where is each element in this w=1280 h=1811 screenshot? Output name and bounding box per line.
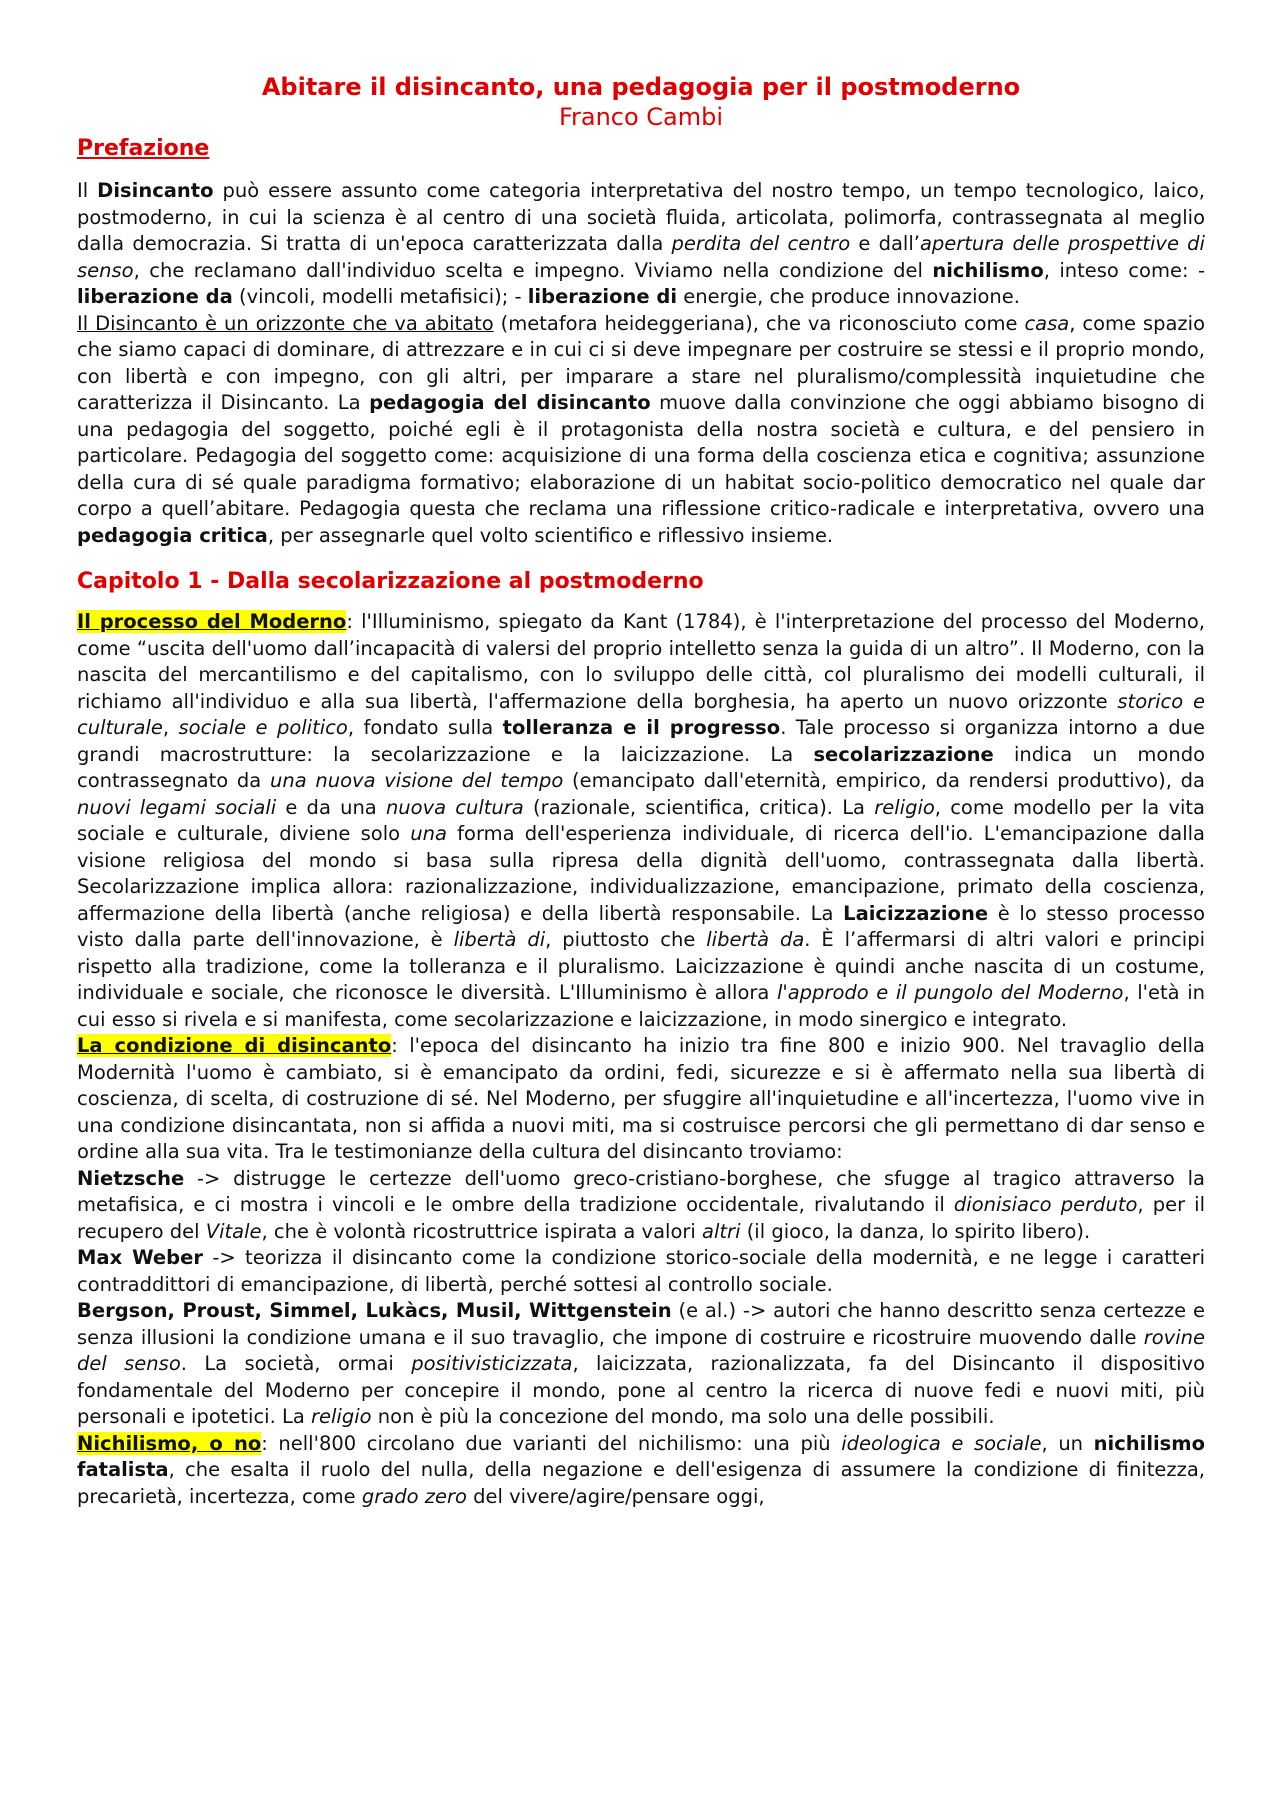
paragraph-processo-moderno: Il processo del Moderno: l'Illuminismo, spiegato da Kant (1784), è l'interpretazione del processo del Moderno, come “uscita dell'uomo dall’incapacità di valersi del proprio intelletto senza la guida di un altro”. Il Moderno, con la nascita del mercantilismo e del capitalismo, con lo sviluppo delle città, col pluralismo dei modelli culturali, il richiamo all'individuo e alla sua libertà, l'affermazione della borghesia, ha aperto un nuovo orizzonte storico e culturale, sociale e politico, fondato sulla tolleranza e il progresso. Tale processo si organizza intorno a due grandi macrostrutture: la secolarizzazione e la laicizzazione. La secolarizzazione indica un mondo contrassegnato da una nuova visione del tempo (emancipato dall'eternità, empirico, da rendersi produttivo), da nuovi legami sociali e da una nuova cultura (razionale, scientifica, critica). La religio, come modello per la vita sociale e culturale, diviene solo una forma dell'esperienza individuale, di ricerca dell'io. L'emancipazione dalla visione religiosa del mondo si basa sulla ripresa della dignità dell'uomo, contrassegnata dalla libertà. Secolarizzazione implica allora: razionalizzazione, individualizzazione, emancipazione, primato della coscienza, affermazione della libertà (anche religiosa) e della libertà responsabile. La Laicizzazione è lo stesso processo visto dalla parte dell'innovazione, è libertà di, piuttosto che libertà da. È l’affermarsi di altri valori e principi rispetto alla tradizione, come la tolleranza e il pluralismo. Laicizzazione è quindi anche nascita di un costume, individuale e sociale, che riconosce le diversità. L'Illuminismo è allora l'approdo e il pungolo del Moderno, l'età in cui esso si rivela e si manifesta, come secolarizzazione e laicizzazione, in modo sinergico e integrato. (77, 610, 1206, 1031)
paragraph-nichilismo: Nichilismo, o no: nell'800 circolano due varianti del nichilismo: una più ideologica e sociale, un nichilismo fatalista, che esalta il ruolo del nulla, della negazione e dell'esigenza di assumere la condizione di finitezza, precarietà, incertezza, come grado zero del vivere/agire/pensare oggi, (77, 1431, 1206, 1508)
highlight-condizione-disincanto: La condizione di disincanto (77, 1034, 392, 1057)
highlight-processo-moderno: Il processo del Moderno (77, 610, 347, 633)
document-page (77, 72, 1205, 1510)
prefazione-heading: Prefazione (77, 136, 210, 161)
prefazione-paragraph-2: Il Disincanto è un orizzonte che va abitato (metafora heideggeriana), che va riconosciuto come casa, come spazio che siamo capaci di dominare, di attrezzare e in cui ci si deve impegnare per costruire se stessi e il proprio mondo, con libertà e con impegno, con gli altri, per imparare a stare nel pluralismo/complessità inquietudine che caratterizza il Disincanto. La pedagogia del disincanto muove dalla convinzione che oggi abbiamo bisogno di una pedagogia del soggetto, poiché egli è il protagonista della nostra società e cultura, e del pensiero in particolare. Pedagogia del soggetto come: acquisizione di una forma della coscienza etica e cognitiva; assunzione della cura di sé quale paradigma formativo; elaborazione di un habitat socio-politico democratico nel quale dar corpo a quell’abitare. Pedagogia questa che reclama una riflessione critico-radicale e interpretativa, ovvero una pedagogia critica, per assegnarle quel volto scientifico e riflessivo insieme. (77, 311, 1206, 547)
chapter-1-heading: Capitolo 1 - Dalla secolarizzazione al postmoderno (77, 569, 704, 594)
paragraph-nietzsche: Nietzsche -> distrugge le certezze dell'uomo greco-cristiano-borghese, che sfugge al tragico attraverso la metafisica, e ci mostra i vincoli e le ombre della tradizione occidentale, rivalutando il dionisiaco perduto, per il recupero del Vitale, che è volontà ricostruttrice ispirata a valori altri (il gioco, la danza, lo spirito libero). (77, 1166, 1206, 1243)
prefazione-paragraph-1: Il Disincanto può essere assunto come categoria interpretativa del nostro tempo, un tempo tecnologico, laico, postmoderno, in cui la scienza è al centro di una società fluida, articolata, polimorfa, contrassegnata al meglio dalla democrazia. Si tratta di un'epoca caratterizzata dalla perdita del centro e dall’apertura delle prospettive di senso, che reclamano dall'individuo scelta e impegno. Viviamo nella condizione del nichilismo, inteso come: - liberazione da (vincoli, modelli metafisici); - liberazione di energie, che produce innovazione. (77, 179, 1206, 308)
paragraph-weber: Max Weber -> teorizza il disincanto come la condizione storico-sociale della modernità, e ne legge i caratteri contraddittori di emancipazione, di libertà, perché sottesi al controllo sociale. (77, 1246, 1206, 1296)
document-author: Franco Cambi (558, 103, 724, 131)
document-title: Abitare il disincanto, una pedagogia per il postmoderno (261, 73, 1021, 101)
paragraph-condizione-disincanto: La condizione di disincanto: l'epoca del disincanto ha inizio tra fine 800 e inizio 900. Nel travaglio della Modernità l'uomo è cambiato, si è emancipato da ordini, fedi, sicurezze e si è affermato nella sua libertà di coscienza, di scelta, di costruzione di sé. Nel Moderno, per sfuggire all'inquietudine e all'incertezza, l'uomo vive in una condizione disincantata, non si affida a nuovi miti, ma si costruisce percorsi che gli permettano di dar senso e ordine alla sua vita. Tra le testimonianze della cultura del disincanto troviamo: (77, 1034, 1206, 1163)
paragraph-bergson: Bergson, Proust, Simmel, Lukàcs, Musil, Wittgenstein (e al.) -> autori che hanno descritto senza certezze e senza illusioni la condizione umana e il suo travaglio, che impone di costruire e ricostruire muovendo dalle rovine del senso. La società, ormai positivisticizzata, laicizzata, razionalizzata, fa del Disincanto il dispositivo fondamentale del Moderno per concepire il mondo, pone al centro la ricerca di nuove fedi e nuovi miti, più personali e ipotetici. La religio non è più la concezione del mondo, ma solo una delle possibili. (77, 1299, 1205, 1428)
highlight-nichilismo: Nichilismo, o no (77, 1431, 262, 1455)
